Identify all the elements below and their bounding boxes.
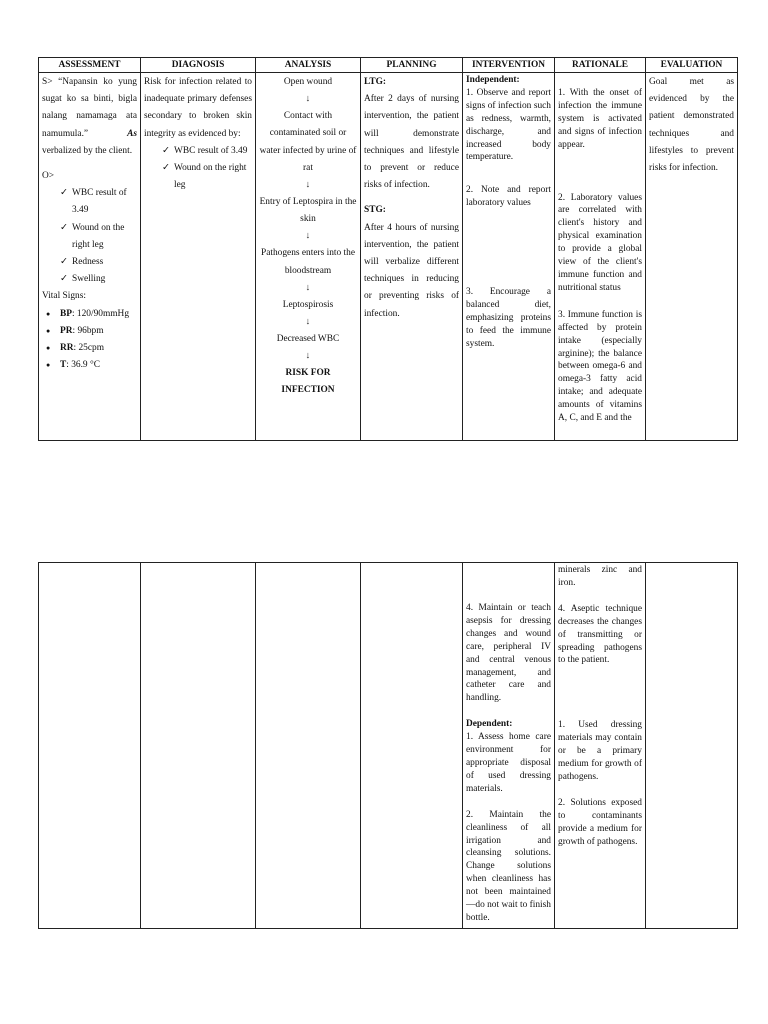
intervention-cell (463, 73, 555, 441)
assessment-cell-continued (39, 563, 141, 929)
evaluation-cell (646, 73, 738, 441)
objective-item: ✓ WBC result of 3.49 (42, 185, 137, 219)
bullet-icon: ● (46, 326, 51, 335)
diagnosis-text: Risk for infection related to inadequate primary defenses secondary to broken skin integrity as evidenced by: (144, 77, 252, 139)
header-intervention: INTERVENTION (463, 58, 555, 73)
evaluation-text: Goal met as evidenced by the patient demonstrated techniques and lifestyles to prevent risks for infection. (649, 77, 734, 174)
content-row (39, 73, 738, 441)
rationale-item: 2. Solutions exposed to contaminants provide a medium for growth of pathogens. (558, 797, 642, 847)
check-icon: ✓ (162, 145, 170, 156)
header-row (39, 58, 738, 73)
rationale-item-continued: minerals zinc and iron. (558, 565, 642, 588)
assessment-cell (39, 73, 141, 441)
continuation-row (39, 563, 738, 929)
diagnosis-evidence-item: ✓ WBC result of 3.49 (144, 143, 252, 160)
rationale-item: 1. With the onset of infection the immune system is activated and signs of infection appear. (558, 88, 642, 150)
vital-sign-item: ● T: 36.9 °C (42, 357, 137, 374)
vital-signs-list (42, 306, 137, 375)
intervention-cell-continued (463, 563, 555, 929)
check-icon: ✓ (60, 257, 68, 268)
rationale-cell (555, 73, 646, 441)
intervention-item: 2. Note and report laboratory values (466, 185, 551, 209)
objective-item: ✓ Redness (42, 254, 137, 271)
bullet-icon: ● (46, 309, 51, 318)
dependent-label: Dependent: (466, 719, 513, 730)
header-planning: PLANNING (361, 58, 463, 73)
subjective-data (42, 74, 137, 160)
diagnosis-evidence-list (144, 143, 252, 195)
planning-cell-continued (361, 563, 463, 929)
analysis-final: RISK FOR INFECTION (281, 368, 335, 396)
check-icon: ✓ (60, 188, 68, 199)
rationale-item: 2. Laboratory values are correlated with client's history and physical examination to provide a global view of the client's immune function and nutritional status (558, 192, 642, 293)
header-evaluation: EVALUATION (646, 58, 738, 73)
analysis-cell-continued (256, 563, 361, 929)
down-arrow-icon: ↓ (305, 317, 311, 328)
down-arrow-icon: ↓ (305, 282, 311, 293)
planning-cell (361, 73, 463, 441)
vital-signs-label: Vital Signs: (42, 291, 86, 302)
down-arrow-icon: ↓ (305, 351, 311, 362)
analysis-step: Decreased WBC (276, 334, 340, 345)
header-analysis: ANALYSIS (256, 58, 361, 73)
analysis-step: Contact with contaminated soil or water infected by urine of rat (259, 111, 357, 173)
bullet-icon: ● (46, 344, 51, 353)
stg-text: After 4 hours of nursing intervention, the patient will verbalize different techniques in reducing or preventing risks of infection. (364, 222, 459, 319)
verbalized-text: verbalized by the client. (42, 145, 133, 156)
header-assessment: ASSESSMENT (39, 58, 141, 73)
bullet-icon: ● (46, 361, 51, 370)
analysis-step: Open wound (283, 77, 333, 87)
intervention-item: 1. Observe and report signs of infection such as redness, warmth, discharge, and increased body temperature. (466, 87, 551, 163)
diagnosis-cell-continued (141, 563, 256, 929)
analysis-step: Entry of Leptospira in the skin (259, 197, 357, 225)
header-diagnosis: DIAGNOSIS (141, 58, 256, 73)
ltg-text: After 2 days of nursing intervention, the patient will demonstrate techniques and lifestyle to prevent or reduce risks of infection. (364, 94, 459, 191)
intervention-item: 1. Assess home care environment for appropriate disposal of used dressing materials. (466, 732, 551, 794)
analysis-cell (256, 73, 361, 441)
rationale-item: 4. Aseptic technique decreases the changes of transmitting or spreading pathogens to the patient. (558, 603, 642, 666)
analysis-step: Pathogens enters into the bloodstream (261, 248, 355, 276)
check-icon: ✓ (162, 163, 170, 174)
stg-label: STG: (364, 205, 386, 216)
intervention-item: 2. Maintain the cleanliness of all irrigation and cleansing solutions. Change solutions when cleanliness has not been maintained—do not wait to finish bottle. (466, 809, 551, 923)
check-icon: ✓ (60, 222, 68, 233)
as-word: As (127, 128, 137, 139)
intervention-item: 3. Encourage a balanced diet, emphasizing proteins to feed the immune system. (466, 287, 551, 349)
check-icon: ✓ (60, 274, 68, 285)
down-arrow-icon: ↓ (305, 180, 311, 191)
rationale-cell-continued (555, 563, 646, 929)
objective-item: ✓ Wound on the right leg (42, 220, 137, 254)
header-rationale: RATIONALE (555, 58, 646, 73)
vital-sign-item: ● RR: 25cpm (42, 340, 137, 357)
vital-sign-item: ● BP: 120/90mmHg (42, 306, 137, 323)
objective-item: ✓ Swelling (42, 271, 137, 288)
ltg-label: LTG: (364, 77, 387, 87)
diagnosis-evidence-item: ✓ Wound on the right leg (144, 160, 252, 194)
care-plan-table-page1 (38, 57, 738, 441)
rationale-item: 1. Used dressing materials may contain or be a primary medium for growth of pathogens. (558, 720, 642, 782)
care-plan-table-page2 (38, 562, 738, 929)
intervention-item: 4. Maintain or teach asepsis for dressing changes and wound care, peripheral IV and central venous management, and catheter care and handling. (466, 603, 551, 704)
objective-label: O> (42, 171, 55, 182)
down-arrow-icon: ↓ (305, 94, 311, 105)
subjective-prefix: S> (42, 77, 53, 87)
rationale-item: 3. Immune function is affected by protein intake (especially arginine); the balance between omega-6 and omega-3 fatty acid intake; and adequate amounts of vitamins A, C, and E and the (558, 309, 642, 424)
diagnosis-cell (141, 73, 256, 441)
subjective-quote: “Napansin ko yung sugat ko sa binti, bigla nalang namamaga ata namumula.” (42, 77, 137, 139)
down-arrow-icon: ↓ (305, 231, 311, 242)
analysis-step: Leptospirosis (282, 299, 334, 310)
vital-sign-item: ● PR: 96bpm (42, 323, 137, 340)
evaluation-cell-continued (646, 563, 738, 929)
objective-list (42, 185, 137, 288)
independent-label: Independent: (466, 75, 520, 85)
